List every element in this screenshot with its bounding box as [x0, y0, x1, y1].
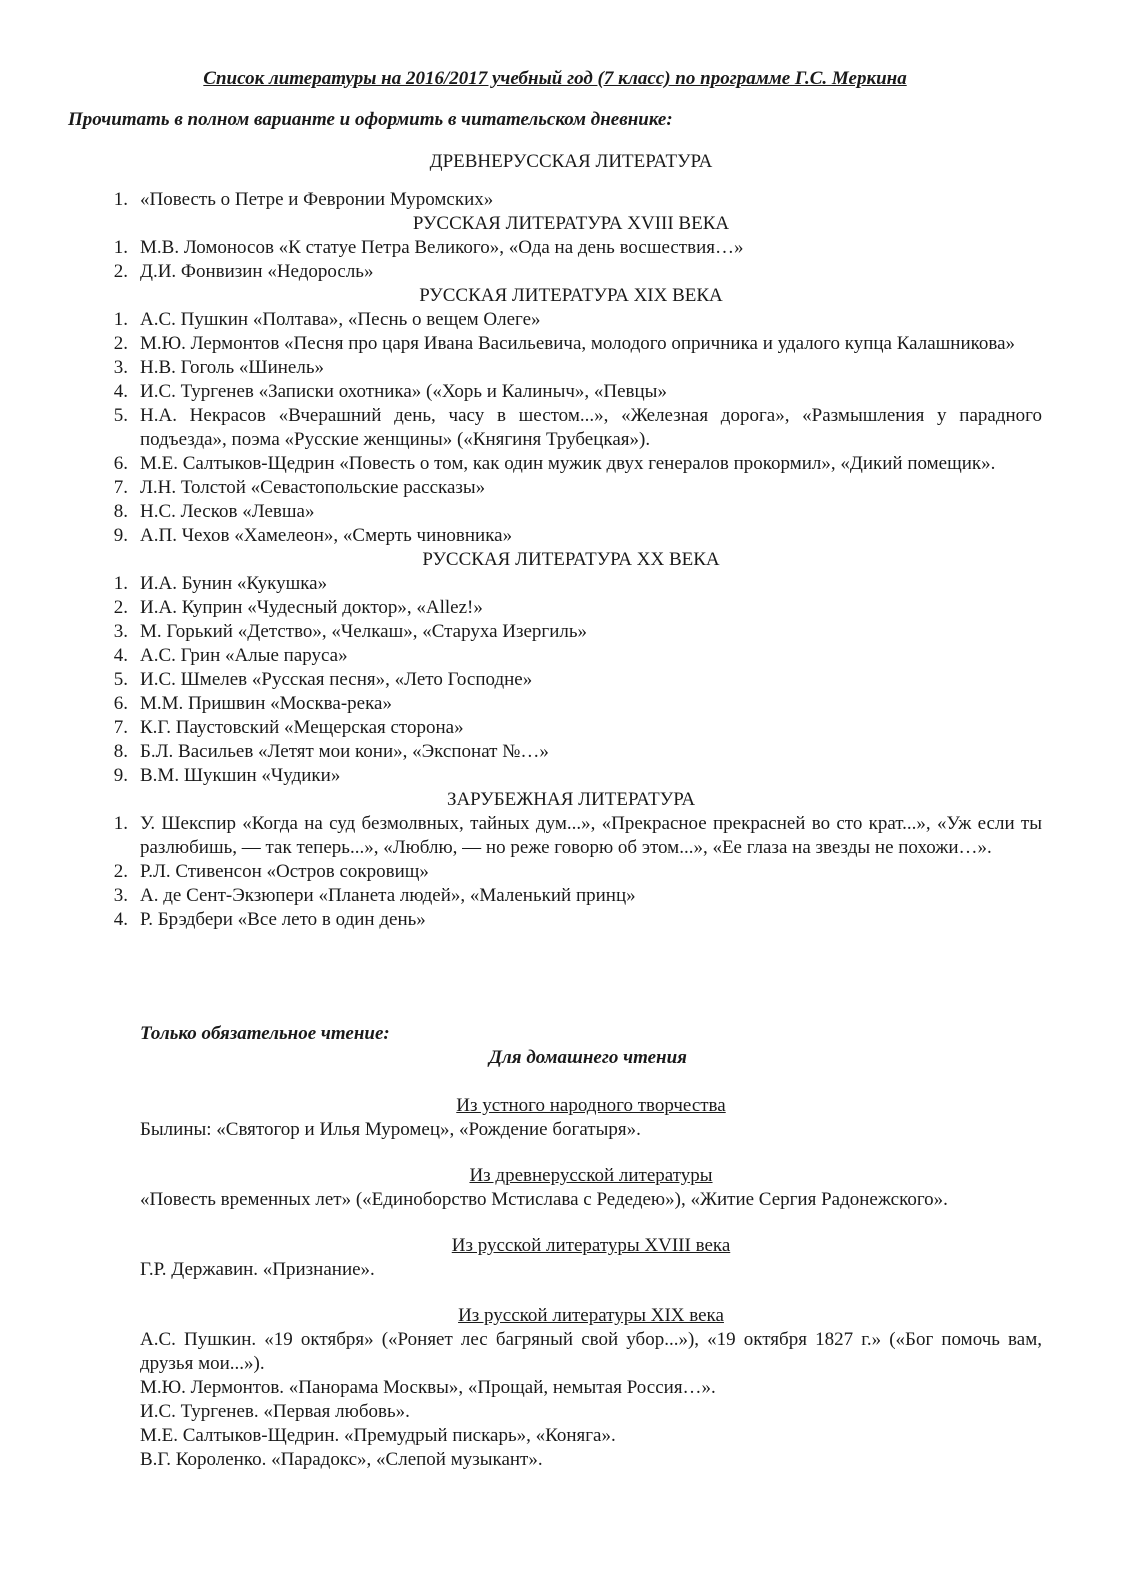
home-reading-subheading: Из устного народного творчества — [456, 1095, 726, 1116]
home-reading-subheading: Из русской литературы XVIII века — [451, 1235, 731, 1256]
list-item — [102, 668, 1042, 692]
list-item-text: В.М. Шукшин «Чудики» — [140, 765, 341, 786]
section-list — [102, 812, 1042, 932]
intro-instruction: Прочитать в полном варианте и оформить в читательском дневнике: — [68, 109, 673, 130]
list-item-text: М.Е. Салтыков-Щедрин «Повесть о том, как один мужик двух генералов прокормил», «Дикий помещик». — [140, 453, 996, 474]
list-item-number: 2. — [113, 333, 128, 354]
home-reading-subheading: Из русской литературы XIX века — [458, 1305, 724, 1326]
list-item-text: «Повесть о Петре и Февронии Муромских» — [140, 189, 494, 210]
document-title: Список литературы на 2016/2017 учебный год (7 класс) по программе Г.С. Меркина — [203, 68, 907, 89]
home-reading-block — [140, 1234, 1042, 1282]
list-item — [102, 860, 1042, 884]
list-item-number: 4. — [113, 645, 128, 666]
list-item-text: А.С. Грин «Алые паруса» — [140, 645, 348, 666]
list-item-text: Л.Н. Толстой «Севастопольские рассказы» — [140, 477, 486, 498]
home-reading-block — [140, 1164, 1042, 1212]
list-item-text: Н.А. Некрасов «Вчерашний день, часу в шестом...», «Железная дорога», «Размышления у парадного подъезда», поэма «Русские женщины» («Княгиня Трубецкая»). — [140, 405, 1042, 450]
list-item-text: М.Ю. Лермонтов «Песня про царя Ивана Васильевича, молодого опричника и удалого купца Калашникова» — [140, 333, 1016, 354]
list-item-text: И.А. Куприн «Чудесный доктор», «Allez!» — [140, 597, 483, 618]
list-item — [102, 884, 1042, 908]
home-reading-block — [140, 1094, 1042, 1142]
list-item-number: 7. — [113, 717, 128, 738]
list-item — [102, 740, 1042, 764]
section-heading: РУССКАЯ ЛИТЕРАТУРА XVIII ВЕКА — [412, 213, 730, 234]
list-item-text: Н.В. Гоголь «Шинель» — [140, 357, 325, 378]
list-item-text: А.П. Чехов «Хамелеон», «Смерть чиновника» — [140, 525, 513, 546]
list-item-number: 3. — [113, 621, 128, 642]
list-item-number: 4. — [113, 909, 128, 930]
list-item-text: Р. Брэдбери «Все лето в один день» — [140, 909, 426, 930]
home-reading-line: М.Ю. Лермонтов. «Панорама Москвы», «Прощай, немытая Россия…». — [140, 1377, 716, 1398]
home-reading-line: Былины: «Святогор и Илья Муромец», «Рождение богатыря». — [140, 1119, 641, 1140]
list-item-number: 5. — [113, 669, 128, 690]
home-reading-line: М.Е. Салтыков-Щедрин. «Премудрый пискарь», «Коняга». — [140, 1425, 616, 1446]
section-list — [102, 308, 1042, 548]
home-reading-list — [140, 1094, 1042, 1494]
list-item — [102, 572, 1042, 596]
list-item — [102, 380, 1042, 404]
list-item-number: 2. — [113, 261, 128, 282]
list-item — [102, 692, 1042, 716]
list-item-number: 8. — [113, 501, 128, 522]
list-item-number: 3. — [113, 885, 128, 906]
list-item-text: У. Шекспир «Когда на суд безмолвных, тайных дум...», «Прекрасное прекрасней во сто крат...», «Уж если ты разлюбишь, — так теперь...», «Люблю, — но реже говорю об этом...», «Ее глаза на звезды не похожи…». — [140, 813, 1042, 858]
list-item — [102, 620, 1042, 644]
list-item-text: И.А. Бунин «Кукушка» — [140, 573, 328, 594]
list-item — [102, 188, 1042, 212]
list-item-text: А. де Сент-Экзюпери «Планета людей», «Маленький принц» — [140, 885, 636, 906]
list-item-text: Н.С. Лесков «Левша» — [140, 501, 315, 522]
list-item-number: 3. — [113, 357, 128, 378]
list-item-number: 1. — [113, 309, 128, 330]
list-item-text: К.Г. Паустовский «Мещерская сторона» — [140, 717, 464, 738]
list-item-number: 6. — [113, 693, 128, 714]
list-item-number: 4. — [113, 381, 128, 402]
home-reading-line: «Повесть временных лет» («Единоборство Мстислава с Редедею»), «Житие Сергия Радонежского». — [140, 1189, 948, 1210]
list-item-number: 9. — [113, 525, 128, 546]
list-item — [102, 356, 1042, 380]
list-item-number: 2. — [113, 861, 128, 882]
list-item — [102, 308, 1042, 332]
list-item — [102, 476, 1042, 500]
list-item-number: 6. — [113, 453, 128, 474]
list-item-text: М.М. Пришвин «Москва-река» — [140, 693, 392, 714]
list-item — [102, 596, 1042, 620]
list-item-number: 1. — [113, 189, 128, 210]
list-item — [102, 404, 1042, 452]
list-item-number: 1. — [113, 573, 128, 594]
list-item — [102, 332, 1042, 356]
home-reading-line: И.С. Тургенев. «Первая любовь». — [140, 1401, 410, 1422]
home-reading-subheading: Из древнерусской литературы — [469, 1165, 713, 1186]
list-item — [102, 236, 1042, 260]
list-item — [102, 452, 1042, 476]
home-reading-line: В.Г. Короленко. «Парадокс», «Слепой музыкант». — [140, 1449, 543, 1470]
list-item — [102, 500, 1042, 524]
home-reading-block — [140, 1304, 1042, 1472]
list-item-text: Б.Л. Васильев «Летят мои кони», «Экспонат №…» — [140, 741, 549, 762]
list-item-number: 7. — [113, 477, 128, 498]
list-item-text: М. Горький «Детство», «Челкаш», «Старуха Изергиль» — [140, 621, 588, 642]
section-heading: ДРЕВНЕРУССКАЯ ЛИТЕРАТУРА — [429, 151, 713, 172]
list-item-text: А.С. Пушкин «Полтава», «Песнь о вещем Олеге» — [140, 309, 541, 330]
list-item-text: И.С. Шмелев «Русская песня», «Лето Господне» — [140, 669, 533, 690]
list-item-text: И.С. Тургенев «Записки охотника» («Хорь и Калиныч», «Певцы» — [140, 381, 667, 402]
list-item-number: 1. — [113, 237, 128, 258]
list-item-number: 8. — [113, 741, 128, 762]
list-item-number: 5. — [113, 405, 128, 426]
list-item — [102, 764, 1042, 788]
list-item-text: Р.Л. Стивенсон «Остров сокровищ» — [140, 861, 429, 882]
only-required-heading: Только обязательное чтение: — [140, 1023, 390, 1044]
home-reading-line: Г.Р. Державин. «Признание». — [140, 1259, 375, 1280]
list-item — [102, 908, 1042, 932]
literature-list — [102, 150, 1042, 932]
list-item-text: М.В. Ломоносов «К статуе Петра Великого», «Ода на день восшествия…» — [140, 237, 744, 258]
home-reading-heading: Для домашнего чтения — [489, 1047, 687, 1068]
list-item-number: 9. — [113, 765, 128, 786]
list-item-text: Д.И. Фонвизин «Недоросль» — [140, 261, 374, 282]
list-item — [102, 260, 1042, 284]
list-item — [102, 716, 1042, 740]
home-reading-line: А.С. Пушкин. «19 октября» («Роняет лес багряный свой убор...»), «19 октября 1827 г.» («Бог помочь вам, друзья мои...»). — [140, 1329, 1042, 1374]
section-list — [102, 572, 1042, 788]
section-heading: ЗАРУБЕЖНАЯ ЛИТЕРАТУРА — [446, 789, 696, 810]
list-item-number: 2. — [113, 597, 128, 618]
list-item — [102, 524, 1042, 548]
section-list — [102, 188, 1042, 212]
section-heading: РУССКАЯ ЛИТЕРАТУРА XX ВЕКА — [422, 549, 720, 570]
list-item — [102, 812, 1042, 860]
section-heading: РУССКАЯ ЛИТЕРАТУРА XIX ВЕКА — [419, 285, 723, 306]
list-item-number: 1. — [113, 813, 128, 834]
list-item — [102, 644, 1042, 668]
section-list — [102, 236, 1042, 284]
